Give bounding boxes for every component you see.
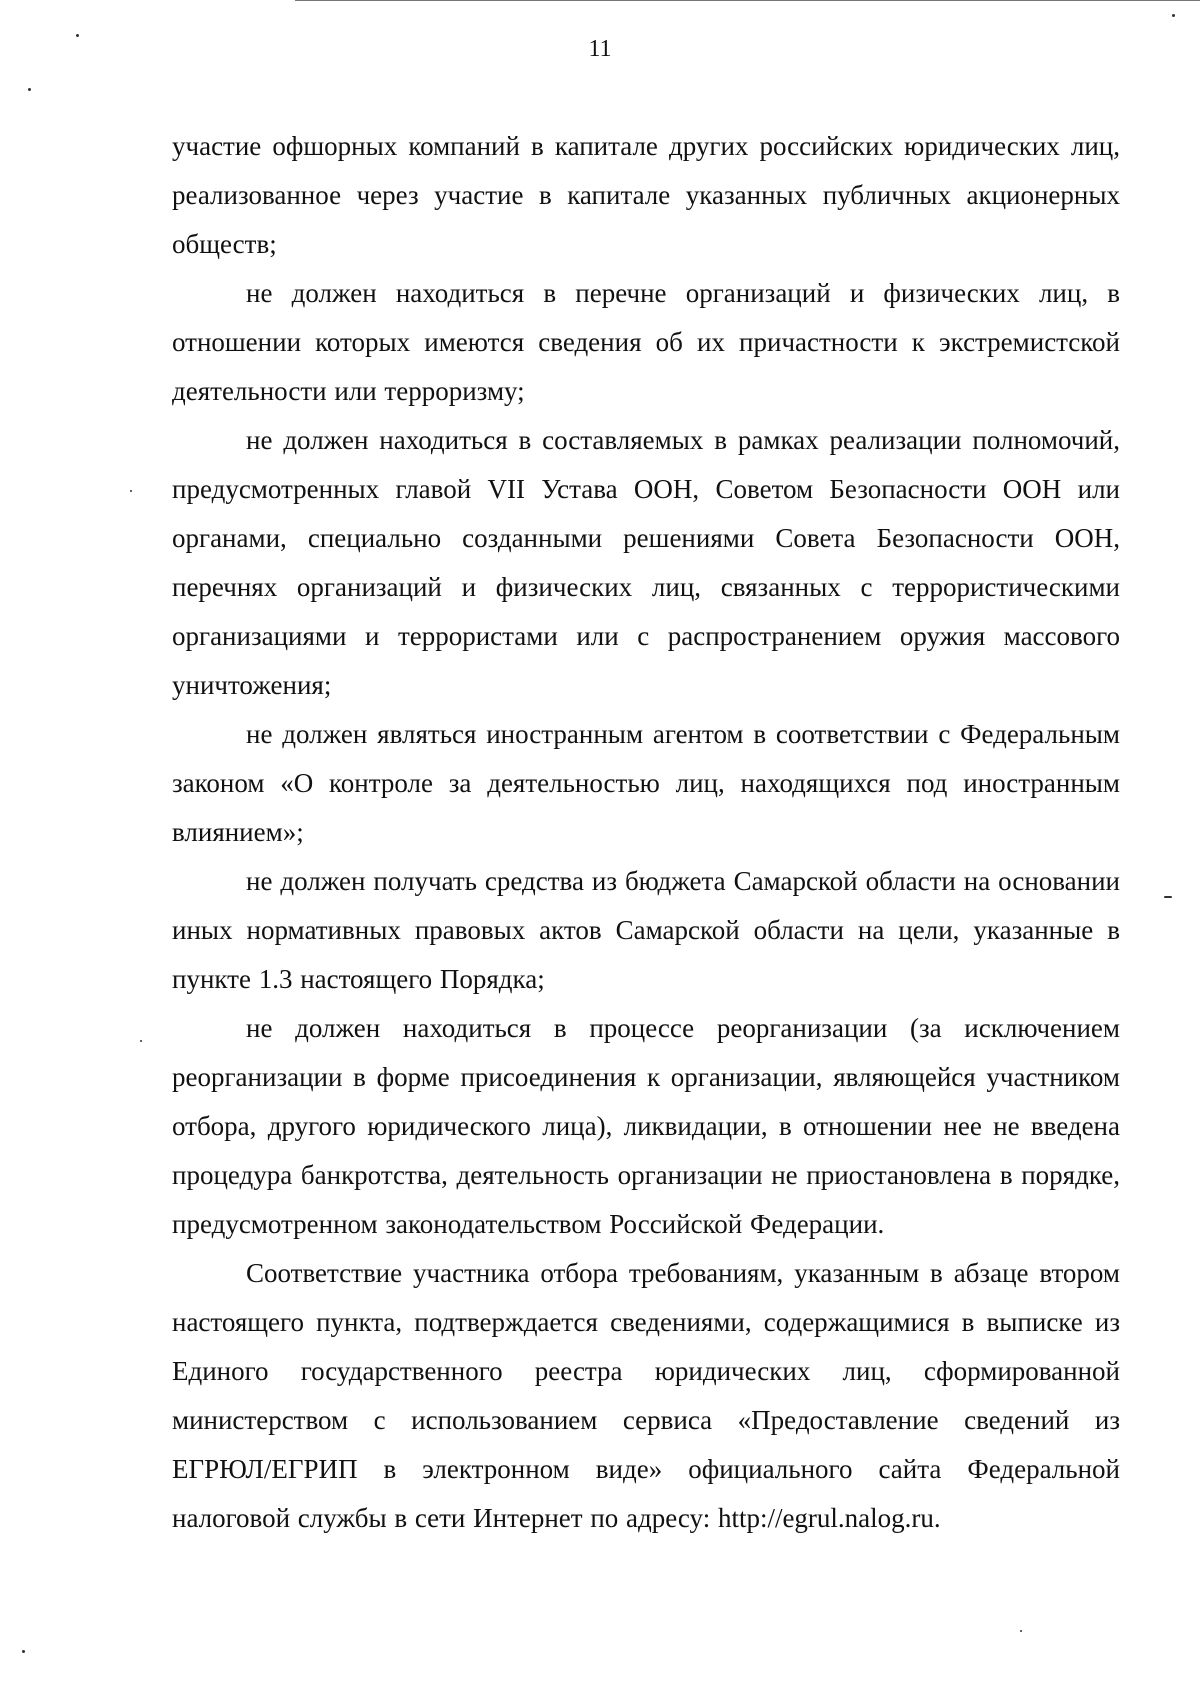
paragraph-extremism-list: не должен находиться в перечне организаций и физических лиц, в отношении которых имеются сведения об их причастности к экстремистской деятельности или терроризму; bbox=[172, 278, 1120, 406]
page-number: 11 bbox=[588, 36, 612, 62]
paragraph-reorganization: не должен находиться в процессе реорганизации (за исключением реорганизации в форме присоединения к организации, являющейся участником отбора, другого юридического лица), ликвидации, в отношении нее не введена процедура банкротства, деятельность организации не приостановлена в порядке, предусмотренном законодательством Российской Федерации. bbox=[172, 1013, 1120, 1239]
scan-speck bbox=[1172, 14, 1175, 17]
document-body bbox=[172, 122, 1120, 1543]
paragraph-offshore-participation: участие офшорных компаний в капитале других российских юридических лиц, реализованное через участие в капитале указанных публичных акционерных обществ; bbox=[172, 131, 1120, 259]
paragraph-egrul-compliance: Соответствие участника отбора требованиям, указанным в абзаце втором настоящего пункта, подтверждается сведениями, содержащимися в выписке из Единого государственного реестра юридических лиц, сформированной министерством с использованием сервиса «Предоставление сведений из ЕГРЮЛ/ЕГРИП в электронном виде» официального сайта Федеральной налоговой службы в сети Интернет по адресу: http://egrul.nalog.ru. bbox=[172, 1258, 1120, 1533]
paragraph-budget-funds: не должен получать средства из бюджета Самарской области на основании иных нормативных правовых актов Самарской области на цели, указанные в пункте 1.3 настоящего Порядка; bbox=[172, 866, 1120, 994]
scan-speck bbox=[140, 1040, 142, 1042]
scan-speck bbox=[1164, 896, 1172, 898]
scan-speck bbox=[28, 88, 31, 91]
paragraph-un-sanctions-list: не должен находиться в составляемых в рамках реализации полномочий, предусмотренных главой VII Устава ООН, Советом Безопасности ООН или органами, специально созданными решениями Совета Безопасности ООН, перечнях организаций и физических лиц, связанных с террористическими организациями и террористами или с распространением оружия массового уничтожения; bbox=[172, 425, 1120, 700]
paragraph-foreign-agent: не должен являться иностранным агентом в соответствии с Федеральным законом «О контроле за деятельностью лиц, находящихся под иностранным влиянием»; bbox=[172, 719, 1120, 847]
scan-speck bbox=[22, 1650, 25, 1653]
scan-speck bbox=[130, 490, 132, 492]
scan-speck bbox=[1020, 1630, 1022, 1632]
scan-speck bbox=[76, 34, 79, 37]
scan-edge-line bbox=[295, 0, 1200, 1]
